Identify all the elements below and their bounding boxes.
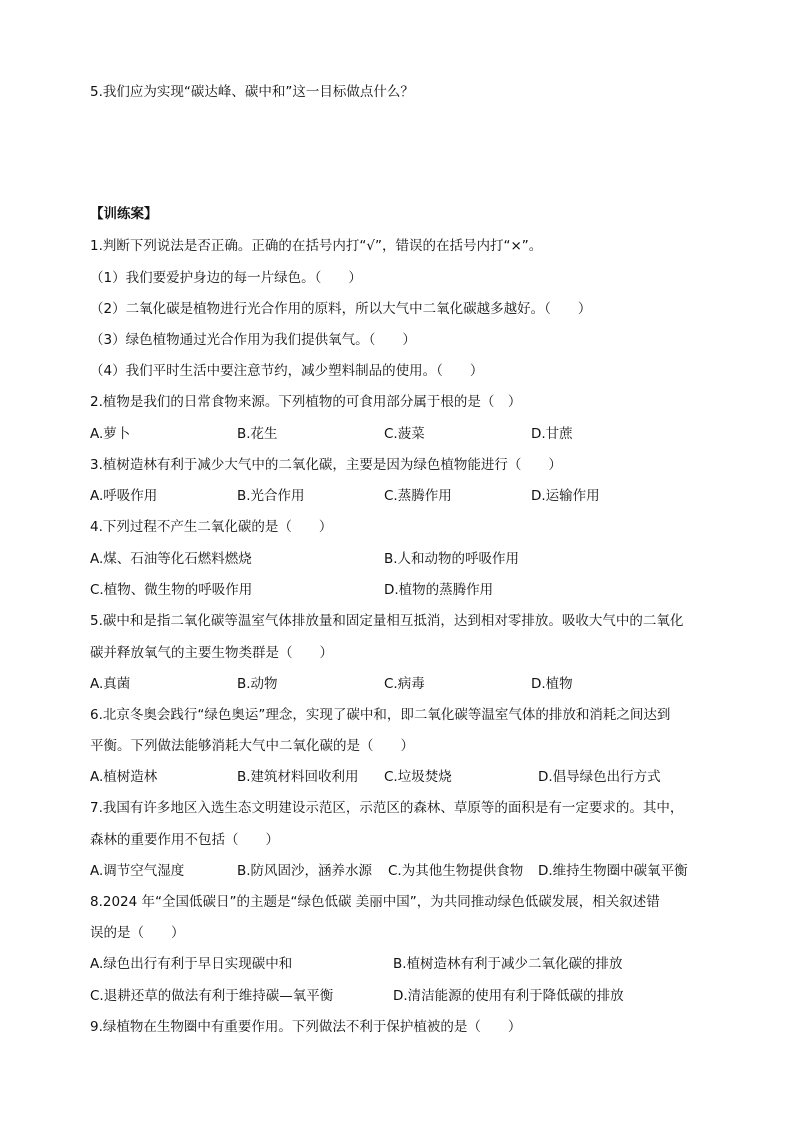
question-7-option-d: D.维持生物圈中碳氧平衡 [538,863,688,879]
question-7-option-a: A.调节空气湿度 [90,863,185,879]
question-5-stem-cont: 碳并释放氧气的主要生物类群是（ ） [90,645,333,661]
question-6-option-b: B.建筑材料回收利用 [237,769,359,785]
question-5-intro: 5.我们应为实现“碳达峰、碳中和”这一目标做点什么？ [90,84,414,100]
question-6-option-d: D.倡导绿色出行方式 [538,769,661,785]
question-6-stem-cont: 平衡。下列做法能够消耗大气中二氧化碳的是（ ） [90,738,414,754]
question-3-option-b: B.光合作用 [237,488,305,504]
section-title: 【训练案】 [90,206,158,222]
question-2-stem: 2.植物是我们的日常食物来源。下列植物的可食用部分属于根的是（ ） [90,394,522,410]
question-7-stem: 7.我国有许多地区入选生态文明建设示范区，示范区的森林、草原等的面积是有一定要求的。其中， [90,800,684,816]
question-3-option-c: C.蒸腾作用 [384,488,452,504]
question-4-option-b: B.人和动物的呼吸作用 [384,551,520,567]
question-8-option-d: D.清洁能源的使用有利于降低碳的排放 [393,988,624,1004]
question-8-stem-cont: 误的是（ ） [90,925,185,941]
question-7-option-c: C.为其他生物提供食物 [388,863,524,879]
question-9-stem: 9.绿植物在生物圈中有重要作用。下列做法不利于保护植被的是（ ） [90,1019,522,1035]
question-3-stem: 3.植树造林有利于减少大气中的二氧化碳，主要是因为绿色植物能进行（ ） [90,457,562,473]
question-1-item: （2）二氧化碳是植物进行光合作用的原料，所以大气中二氧化碳越多越好。（ ） [90,301,592,317]
question-6-option-a: A.植树造林 [90,769,158,785]
question-6-stem: 6.北京冬奥会践行“绿色奥运”理念，实现了碳中和，即二氧化碳等温室气体的排放和消耗之间达到 [90,707,671,723]
question-7-option-b: B.防风固沙，涵养水源 [237,863,373,879]
question-7-stem-cont: 森林的重要作用不包括（ ） [90,832,279,848]
question-8-option-b: B.植树造林有利于减少二氧化碳的排放 [393,956,623,972]
question-2-option-c: C.菠菜 [384,426,425,442]
question-3-option-d: D.运输作用 [531,488,600,504]
question-5-option-a: A.真菌 [90,676,131,692]
question-4-option-c: C.植物、微生物的呼吸作用 [90,582,253,598]
question-2-option-d: D.甘蔗 [531,426,573,442]
question-2-option-a: A.萝卜 [90,426,131,442]
question-8-option-c: C.退耕还草的做法有利于维持碳—氧平衡 [90,988,334,1004]
question-8-option-a: A.绿色出行有利于早日实现碳中和 [90,956,293,972]
question-3-option-a: A.呼吸作用 [90,488,158,504]
question-1-item: （1）我们要爱护身边的每一片绿色。（ ） [90,270,362,286]
question-1-stem: 1.判断下列说法是否正确。正确的在括号内打“√”，错误的在括号内打“×”。 [90,238,543,254]
question-5-option-d: D.植物 [531,676,573,692]
question-5-stem: 5.碳中和是指二氧化碳等温室气体排放量和固定量相互抵消，达到相对零排放。吸收大气中的二氧化 [90,613,684,629]
question-8-stem: 8.2024 年“全国低碳日”的主题是“绿色低碳 美丽中国”，为共同推动绿色低碳发展，相关叙述错 [90,894,660,910]
question-1-item: （4）我们平时生活中要注意节约，减少塑料制品的使用。（ ） [90,363,484,379]
question-2-option-b: B.花生 [237,426,278,442]
question-4-stem: 4.下列过程不产生二氧化碳的是（ ） [90,519,333,535]
question-5-option-c: C.病毒 [384,676,425,692]
question-5-option-b: B.动物 [237,676,278,692]
question-1-item: （3）绿色植物通过光合作用为我们提供氧气。（ ） [90,332,416,348]
question-4-option-a: A.煤、石油等化石燃料燃烧 [90,551,252,567]
question-4-option-d: D.植物的蒸腾作用 [384,582,494,598]
question-6-option-c: C.垃圾焚烧 [384,769,452,785]
